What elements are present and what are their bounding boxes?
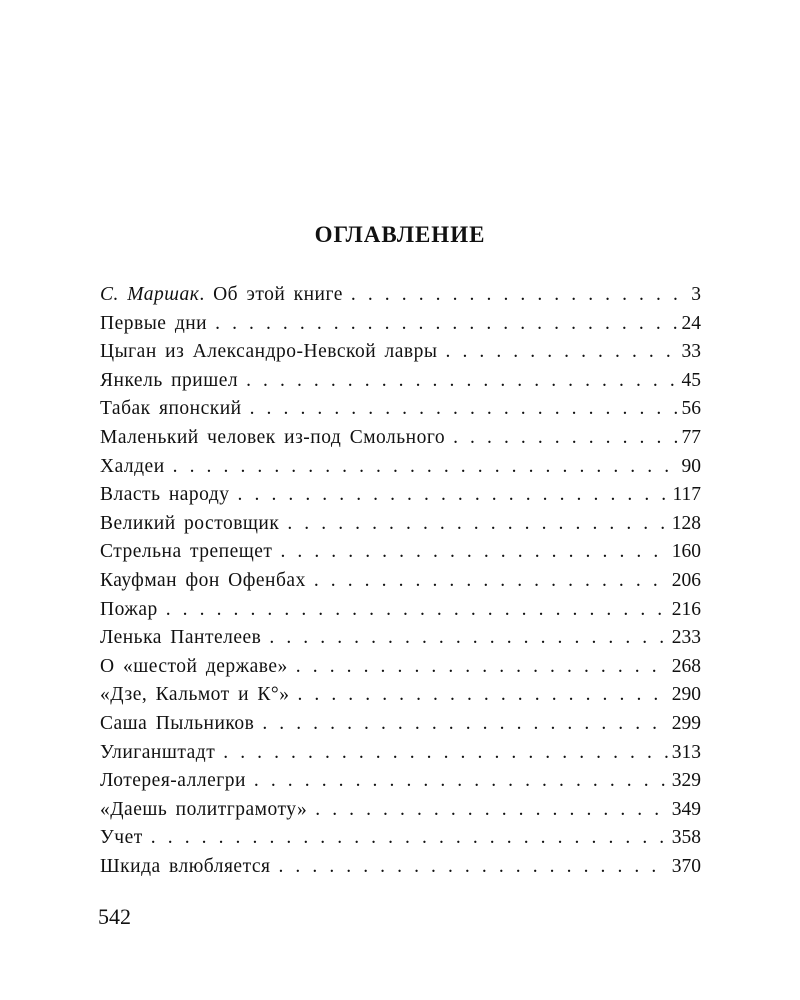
toc-entry-title: Маленький человек из-под Смольного <box>100 426 446 448</box>
toc-entry-page: 3 <box>691 284 701 305</box>
toc-entry <box>100 710 701 739</box>
toc-entry <box>100 681 701 710</box>
toc-entry-page: 117 <box>672 484 701 506</box>
toc-entry-page: 349 <box>671 798 701 820</box>
toc-entry-title: «Даешь политграмоту» <box>100 798 308 820</box>
toc-entry-page: 90 <box>681 455 701 477</box>
toc-entry-page: 233 <box>671 627 701 649</box>
dot-leader <box>315 796 669 825</box>
dot-leader <box>223 739 669 768</box>
dot-leader <box>297 681 668 710</box>
toc-entry <box>100 653 701 682</box>
dot-leader <box>246 367 678 396</box>
toc-entry <box>100 310 701 339</box>
toc-entry <box>100 853 701 882</box>
toc-entry <box>100 453 701 482</box>
toc-entry <box>100 739 701 768</box>
toc-entry-page: 329 <box>671 770 701 792</box>
toc-entry-text: . Об этой книге <box>199 284 343 305</box>
toc-entry <box>100 281 701 310</box>
toc-entry-title: Янкель пришел <box>100 369 239 391</box>
toc-entry-title: Стрельна трепещет <box>100 541 273 563</box>
toc-entry <box>100 481 701 510</box>
toc-entry-page: 370 <box>671 855 701 877</box>
toc-entry <box>100 367 701 396</box>
dot-leader <box>269 624 668 653</box>
toc-entry <box>100 395 701 424</box>
toc-entry-page: 77 <box>681 426 701 448</box>
toc-entry-page: 290 <box>671 684 701 706</box>
dot-leader <box>250 395 679 424</box>
dot-leader <box>314 567 669 596</box>
toc-entry-title: Ленька Пантелеев <box>100 627 262 649</box>
toc-entry-title: Кауфман фон Офенбах <box>100 569 306 591</box>
page-number: 542 <box>98 904 131 929</box>
toc-entry-page: 56 <box>681 398 701 420</box>
dot-leader <box>296 653 669 682</box>
toc-entry <box>100 796 701 825</box>
toc-entry-page: 313 <box>671 741 701 763</box>
toc-entry-page: 216 <box>671 598 701 620</box>
toc-entry-title: Власть народу <box>100 484 230 506</box>
dot-leader <box>215 310 678 339</box>
toc-entry <box>100 624 701 653</box>
toc-entry-page: 206 <box>671 569 701 591</box>
toc-entry-title: Табак японский <box>100 398 242 420</box>
dot-leader <box>287 510 668 539</box>
dot-leader <box>280 538 668 567</box>
dot-leader <box>254 767 669 796</box>
toc-entry-page: 33 <box>681 341 701 363</box>
toc-entry-title: Учет <box>100 827 143 849</box>
toc-entry <box>100 338 701 367</box>
toc-entry-title: Улиганштадт <box>100 741 216 763</box>
toc-entry-page: 24 <box>681 312 701 334</box>
toc-entry <box>100 538 701 567</box>
toc-entry <box>100 567 701 596</box>
dot-leader <box>262 710 668 739</box>
toc-entry-page: 299 <box>671 712 701 734</box>
toc-entry <box>100 824 701 853</box>
toc-entry-page: 268 <box>671 655 701 677</box>
toc-entry <box>100 767 701 796</box>
toc-entry <box>100 424 701 453</box>
toc-entry-title: Пожар <box>100 598 158 620</box>
toc-entry <box>100 596 701 625</box>
toc-entry-title: Лотерея-аллегри <box>100 770 246 792</box>
dot-leader <box>278 853 668 882</box>
toc-entry-title: Саша Пыльников <box>100 712 255 734</box>
toc-entry-page: 128 <box>671 512 701 534</box>
toc-entry-author: С. Маршак <box>100 284 200 305</box>
toc-entry-page: 45 <box>681 369 701 391</box>
toc-entry-title: Шкида влюбляется <box>100 855 271 877</box>
dot-leader <box>238 481 670 510</box>
toc-entry-title: Великий ростовщик <box>100 512 280 534</box>
toc-entry-page: 160 <box>671 541 701 563</box>
page-title: ОГЛАВЛЕНИЕ <box>314 222 486 247</box>
toc-entry <box>100 510 701 539</box>
toc-entry-title: «Дзе, Кальмот и К°» <box>100 684 290 706</box>
dot-leader <box>151 824 669 853</box>
table-of-contents <box>100 281 701 881</box>
dot-leader <box>351 281 688 310</box>
dot-leader <box>173 453 679 482</box>
toc-entry-title <box>100 281 343 310</box>
toc-entry-title: О «шестой державе» <box>100 655 288 677</box>
dot-leader <box>446 338 679 367</box>
dot-leader <box>166 596 669 625</box>
toc-entry-title: Цыган из Александро-Невской лавры <box>100 341 438 363</box>
toc-entry-title: Первые дни <box>100 312 208 334</box>
dot-leader <box>453 424 678 453</box>
toc-entry-page: 358 <box>671 827 701 849</box>
toc-entry-title: Халдеи <box>100 455 165 477</box>
